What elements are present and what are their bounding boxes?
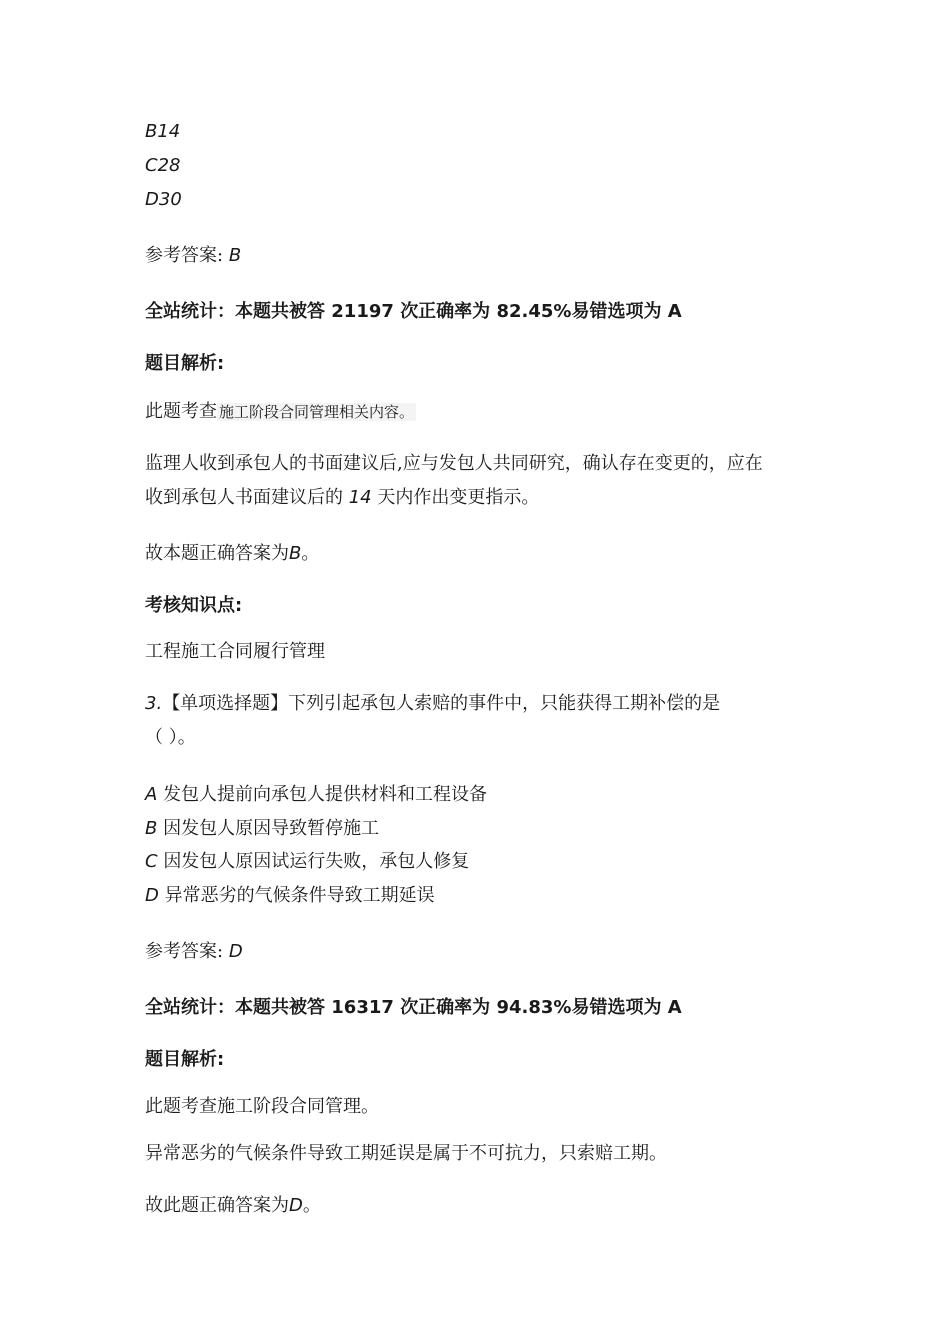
answer-value: D (228, 941, 243, 962)
stats-prefix: 全站统计：本题共被答 (145, 997, 325, 1018)
q2-conclusion (145, 542, 319, 566)
q3-question-line-2: （ ）。 (145, 727, 196, 748)
q3-analysis-title: 题目解析: (145, 1049, 225, 1070)
analysis-body-2-num: 14 (348, 487, 372, 508)
conclusion-end: 。 (301, 543, 320, 564)
stats-count: 21197 (331, 301, 394, 322)
q2-analysis-body-2 (145, 486, 539, 510)
q2-knowledge: 工程施工合同履行管理 (145, 641, 325, 662)
answer-value: B (228, 245, 242, 266)
q3-option-b (145, 817, 379, 841)
conclusion-end: 。 (302, 1195, 321, 1216)
conclusion-answer: D (289, 1195, 303, 1216)
q3-option-d (145, 884, 435, 908)
analysis-body-2b: 天内作出变更指示。 (377, 487, 540, 508)
option-key: C (145, 851, 158, 872)
conclusion-text: 故此题正确答案为 (145, 1195, 289, 1216)
question-number: 3. (145, 693, 163, 714)
option-text: 发包人提前向承包人提供材料和工程设备 (163, 784, 488, 805)
option-key: A (145, 784, 158, 805)
q2-stats (145, 300, 682, 324)
stats-wrong-option: A (667, 997, 682, 1018)
q3-option-c (145, 850, 469, 874)
stats-mid: 次正确率为 (400, 997, 491, 1018)
stats-rate: 94.83% (496, 997, 572, 1018)
q3-conclusion (145, 1194, 321, 1218)
stats-rate: 82.45% (496, 301, 572, 322)
stats-prefix: 全站统计：本题共被答 (145, 301, 325, 322)
option-text: 异常恶劣的气候条件导致工期延误 (164, 885, 435, 906)
stats-wrong-option: A (667, 301, 682, 322)
q2-analysis-body-1: 监理人收到承包人的书面建议后,应与发包人共同研究，确认存在变更的，应在 (145, 453, 763, 474)
analysis-lead: 此题考查 (145, 401, 217, 422)
stats-suffix: 易错选项为 (571, 301, 662, 322)
q2-analysis-lead (145, 400, 416, 424)
q2-option-c: C28 (145, 155, 181, 176)
analysis-lead-highlight: 施工阶段合同管理相关内容。 (219, 403, 415, 421)
q2-knowledge-title: 考核知识点: (145, 595, 243, 616)
option-key: D (145, 885, 159, 906)
q2-analysis-title: 题目解析: (145, 353, 225, 374)
q3-answer (145, 940, 243, 964)
question-text: 【单项选择题】下列引起承包人索赔的事件中，只能获得工期补偿的是 (162, 693, 721, 714)
q2-answer (145, 244, 241, 268)
stats-suffix: 易错选项为 (571, 997, 662, 1018)
q3-analysis-1: 此题考查施工阶段合同管理。 (145, 1096, 379, 1117)
q3-analysis-2: 异常恶劣的气候条件导致工期延误是属于不可抗力，只索赔工期。 (145, 1143, 667, 1164)
stats-count: 16317 (331, 997, 394, 1018)
q3-stats (145, 996, 682, 1020)
q2-option-d: D30 (145, 189, 182, 210)
analysis-body-2a: 收到承包人书面建议后的 (145, 487, 343, 508)
answer-label: 参考答案: (145, 245, 224, 266)
conclusion-text: 故本题正确答案为 (145, 543, 289, 564)
q3-option-a (145, 783, 487, 807)
option-key: B (145, 818, 158, 839)
option-text: 因发包人原因导致暂停施工 (163, 818, 380, 839)
option-text: 因发包人原因试运行失败，承包人修复 (163, 851, 470, 872)
q3-question-line-1 (145, 692, 720, 716)
stats-mid: 次正确率为 (400, 301, 491, 322)
answer-label: 参考答案: (145, 941, 224, 962)
q2-option-b: B14 (145, 121, 181, 142)
conclusion-answer: B (289, 543, 302, 564)
